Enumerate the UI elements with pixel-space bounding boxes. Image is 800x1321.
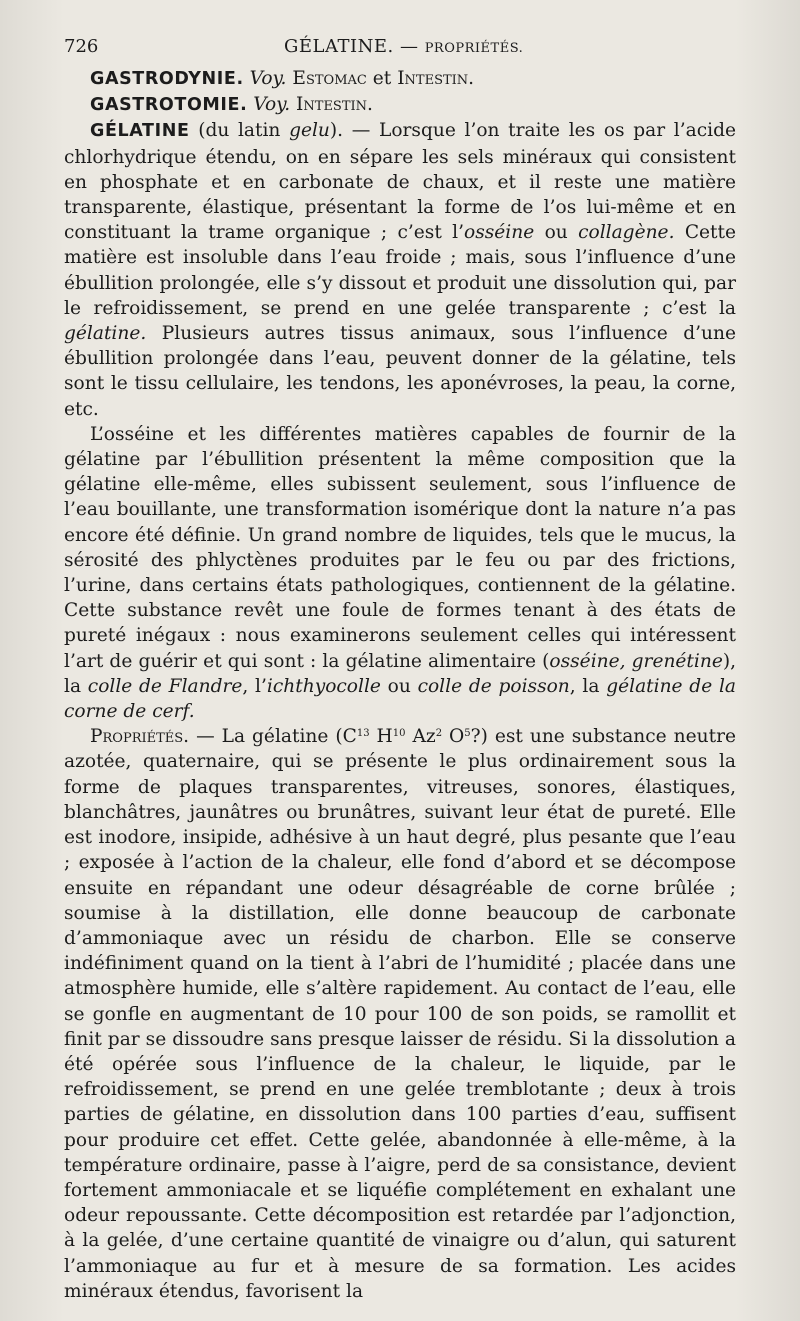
voy-label: Voy.: [249, 68, 287, 89]
italic-term: collagène.: [578, 222, 675, 244]
paragraph-osseine: [64, 422, 736, 724]
text-run: H: [369, 726, 393, 748]
italic-term: gélatine.: [64, 323, 147, 345]
entry-gastrodynie: [64, 66, 736, 92]
text-run: O: [442, 726, 465, 748]
text-run: , l’: [242, 675, 267, 697]
page-number: 726: [64, 36, 99, 57]
header-dash: —: [399, 36, 419, 57]
italic-term: gelu: [289, 120, 330, 142]
italic-term: osséine: [464, 222, 535, 244]
running-title: [284, 36, 523, 57]
italic-term: colle de poisson: [417, 675, 570, 697]
page-body: [64, 66, 736, 1304]
italic-term: ichthyocolle: [266, 675, 381, 697]
section-label-proprietes: Propriétés.: [90, 726, 190, 748]
conjunction: et: [372, 68, 392, 89]
crossref-intestin: Intestin.: [397, 68, 475, 89]
running-header: [64, 36, 740, 62]
formula-subscript: 2: [435, 728, 443, 740]
formula-subscript: 13: [356, 728, 370, 740]
text-run: ?) est une substance neutre azotée, quaternaire, qui se présente le plus ordinairement sous la forme de plaques transparentes, vitreuses, sonores, élastiques, blanchâtres, jaunâtres ou brunâtres, suivant leur état de pureté. Elle est inodore, insipide, adhésive à un haut degré, plus pesante que l’eau ; exposée à l’action de la chaleur, elle fond d’abord et se décompose ensuite en répandant une odeur désagréable de corne brûlée ; soumise à la distillation, elle donne beaucoup de carbonate d’ammoniaque avec un résidu de charbon. Elle se conserve indéfiniment quand on la tient à l’abri de l’humidité ; placée dans une atmosphère humide, elle s’altère rapidement. Au contact de l’eau, elle se gonfle en augmentant de 10 pour 100 de son poids, se ramollit et finit par se dissoudre sans presque laisser de résidu. Si la dissolution a été opérée sous l’influence de la chaleur, le liquide, par le refroidissement, se prend en une gelée tremblotante ; deux à trois parties de gélatine, en dissolution dans 100 parties d’eau, suffisent pour produire cet effet. Cette gelée, abandonnée à elle-même, à la température ordinaire, passe à l’aigre, perd de sa consistance, devient fortement ammoniacale et se liquéfie complétement en exhalant une odeur repoussante. Cette décomposition est retardée par l’adjonction, à la gelée, d’une certaine quantité de vinaigre ou d’alun, qui saturent l’ammoniaque au fur et à mesure de sa formation. Les acides minéraux étendus, favorisent la: [64, 726, 736, 1302]
italic-term: colle de Flandre: [87, 675, 243, 697]
header-title: GÉLATINE.: [284, 36, 394, 57]
text-run: ou: [380, 675, 418, 697]
crossref-intestin: Intestin.: [296, 94, 373, 116]
text-run: — La gélatine (C: [189, 726, 357, 748]
headword-gastrodynie: GASTRODYNIE.: [90, 69, 244, 89]
text-run: Az: [405, 726, 436, 748]
formula-subscript: 10: [392, 728, 406, 740]
text-run: Plusieurs autres tissus animaux, sous l’influence d’une ébullition prolongée dans l’eau, peuvent donner de la gélatine, tels sont le tissu cellulaire, les tendons, les aponévroses, la peau, la corne, etc.: [64, 323, 736, 420]
voy-label: Voy.: [253, 94, 291, 116]
entry-gastrotomie: [64, 92, 736, 118]
italic-term: gélatine de la corne de cerf.: [64, 675, 736, 723]
text-run: ou: [534, 222, 579, 244]
paragraph-gelatine-definition: [64, 118, 736, 421]
text-run: L’osséine et les différentes matières capables de fournir de la gélatine par l’ébullition présentent la même composition que la gélatine elle-même, elles subissent seulement, sous l’influence de l’eau bouillante, une transformation isomérique dont la nature n’a pas encore été définie. Un grand nombre de liquides, tels que le mucus, la sérosité des phlyctènes produites par le feu ou par des frictions, l’urine, dans certains états pathologiques, contiennent de la gélatine. Cette substance revêt une foule de formes tenant à des états de pureté inégaux : nous examinerons seulement celles qui intéressent l’art de guérir et qui sont : la gélatine alimentaire (: [64, 423, 736, 672]
crossref-estomac: Estomac: [292, 68, 367, 89]
formula-subscript: 5: [464, 728, 471, 740]
header-subtitle: PROPRIÉTÉS.: [424, 41, 524, 56]
text-run: Cette matière est insoluble dans l’eau froide ; mais, sous l’influence d’une ébullition prolongée, elle s’y dissout et produit une dissolution qui, par le refroidissement, se prend en une gelée transparente ; c’est la: [64, 222, 737, 319]
headword-gelatine: GÉLATINE: [90, 121, 190, 142]
italic-term: osséine, grenétine: [549, 650, 723, 672]
text-run: (du latin: [198, 120, 290, 142]
text-run: ). — Lorsque l’on traite les os par l’acide chlorhydrique étendu, on en sépare les sels minéraux qui consistent en phosphate et en carbonate de chaux, et il reste une matière transparente, élastique, présentant la forme de l’os lui-même et en constituant la trame organique ; c’est l’: [64, 120, 736, 244]
paragraph-proprietes: [64, 724, 736, 1304]
headword-gastrotomie: GASTROTOMIE.: [90, 95, 248, 116]
text-run: , la: [569, 675, 607, 697]
text-run: ), la: [64, 650, 736, 697]
